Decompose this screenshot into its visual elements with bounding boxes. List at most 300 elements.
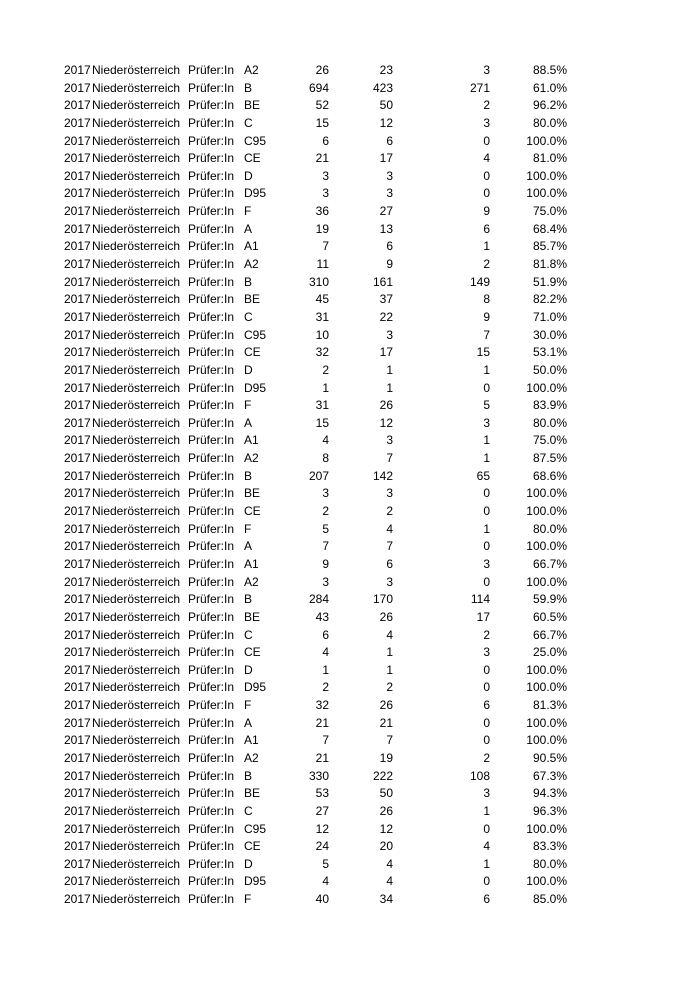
cell-failed: 8 (483, 292, 490, 307)
cell-year: 2017 (64, 786, 91, 801)
cell-failed: 0 (483, 715, 490, 730)
cell-examiner: Prüfer:In (188, 204, 235, 219)
cell-examiner: Prüfer:In (188, 786, 235, 801)
table-row (0, 750, 700, 768)
cell-region: Niederösterreich (92, 645, 181, 660)
cell-failed: 0 (483, 133, 490, 148)
cell-region: Niederösterreich (92, 327, 181, 342)
cell-failed: 1 (483, 451, 490, 466)
cell-year: 2017 (64, 874, 91, 889)
cell-total: 6 (322, 627, 329, 642)
cell-year: 2017 (64, 504, 91, 519)
cell-year: 2017 (64, 380, 91, 395)
cell-examiner: Prüfer:In (188, 186, 235, 201)
cell-year: 2017 (64, 715, 91, 730)
cell-total: 21 (315, 715, 329, 730)
cell-passed: 4 (386, 627, 393, 642)
cell-passed: 26 (379, 803, 393, 818)
cell-region: Niederösterreich (92, 168, 181, 183)
cell-failed: 0 (483, 186, 490, 201)
cell-failed: 2 (483, 98, 490, 113)
cell-failed: 1 (483, 803, 490, 818)
cell-year: 2017 (64, 680, 91, 695)
table-row (0, 450, 700, 468)
table-row (0, 432, 700, 450)
cell-license-class: CE (244, 151, 261, 166)
cell-examiner: Prüfer:In (188, 803, 235, 818)
cell-pass-rate: 80.0% (532, 521, 567, 536)
cell-year: 2017 (64, 750, 91, 765)
cell-passed: 2 (386, 504, 393, 519)
cell-examiner: Prüfer:In (188, 821, 235, 836)
cell-examiner: Prüfer:In (188, 115, 235, 130)
cell-year: 2017 (64, 309, 91, 324)
cell-examiner: Prüfer:In (188, 398, 235, 413)
cell-region: Niederösterreich (92, 398, 181, 413)
cell-region: Niederösterreich (92, 592, 181, 607)
cell-pass-rate: 59.9% (532, 592, 567, 607)
cell-pass-rate: 94.3% (532, 786, 567, 801)
cell-year: 2017 (64, 168, 91, 183)
table-row (0, 715, 700, 733)
cell-passed: 6 (386, 556, 393, 571)
cell-pass-rate: 100.0% (526, 821, 567, 836)
cell-region: Niederösterreich (92, 786, 181, 801)
table-row (0, 873, 700, 891)
cell-license-class: B (244, 468, 253, 483)
cell-region: Niederösterreich (92, 486, 181, 501)
table-row (0, 80, 700, 98)
cell-year: 2017 (64, 856, 91, 871)
cell-failed: 0 (483, 874, 490, 889)
cell-license-class: BE (244, 98, 261, 113)
cell-year: 2017 (64, 839, 91, 854)
table-row (0, 344, 700, 362)
cell-license-class: D (244, 362, 253, 377)
cell-pass-rate: 81.0% (532, 151, 567, 166)
cell-failed: 0 (483, 680, 490, 695)
table-row (0, 468, 700, 486)
cell-failed: 9 (483, 204, 490, 219)
cell-passed: 170 (372, 592, 393, 607)
cell-failed: 3 (483, 786, 490, 801)
cell-passed: 37 (379, 292, 393, 307)
cell-passed: 50 (379, 98, 393, 113)
cell-examiner: Prüfer:In (188, 345, 235, 360)
cell-pass-rate: 96.2% (532, 98, 567, 113)
table-row (0, 115, 700, 133)
cell-total: 5 (322, 521, 329, 536)
cell-region: Niederösterreich (92, 468, 181, 483)
cell-examiner: Prüfer:In (188, 892, 235, 907)
cell-passed: 26 (379, 698, 393, 713)
cell-examiner: Prüfer:In (188, 521, 235, 536)
cell-region: Niederösterreich (92, 698, 181, 713)
cell-total: 32 (315, 345, 329, 360)
cell-failed: 3 (483, 63, 490, 77)
cell-passed: 12 (379, 415, 393, 430)
table-row (0, 856, 700, 874)
cell-failed: 0 (483, 574, 490, 589)
cell-year: 2017 (64, 274, 91, 289)
cell-region: Niederösterreich (92, 151, 181, 166)
cell-license-class: CE (244, 504, 261, 519)
cell-total: 3 (322, 574, 329, 589)
cell-failed: 15 (476, 345, 490, 360)
cell-failed: 4 (483, 151, 490, 166)
cell-pass-rate: 82.2% (532, 292, 567, 307)
cell-region: Niederösterreich (92, 839, 181, 854)
cell-passed: 22 (379, 309, 393, 324)
cell-pass-rate: 68.6% (532, 468, 567, 483)
cell-region: Niederösterreich (92, 680, 181, 695)
cell-year: 2017 (64, 486, 91, 501)
cell-failed: 0 (483, 662, 490, 677)
cell-license-class: A2 (244, 750, 259, 765)
cell-region: Niederösterreich (92, 521, 181, 536)
cell-pass-rate: 100.0% (526, 168, 567, 183)
cell-passed: 23 (379, 63, 393, 77)
table-row (0, 221, 700, 239)
cell-total: 21 (315, 750, 329, 765)
table-row (0, 891, 700, 909)
cell-total: 26 (315, 63, 329, 77)
cell-examiner: Prüfer:In (188, 856, 235, 871)
cell-year: 2017 (64, 451, 91, 466)
cell-region: Niederösterreich (92, 415, 181, 430)
cell-license-class: C95 (244, 327, 267, 342)
cell-passed: 9 (386, 257, 393, 272)
table-row (0, 274, 700, 292)
cell-examiner: Prüfer:In (188, 504, 235, 519)
cell-passed: 3 (386, 186, 393, 201)
table-row (0, 327, 700, 345)
cell-region: Niederösterreich (92, 662, 181, 677)
cell-year: 2017 (64, 574, 91, 589)
cell-region: Niederösterreich (92, 204, 181, 219)
cell-license-class: D (244, 856, 253, 871)
cell-total: 43 (315, 609, 329, 624)
cell-examiner: Prüfer:In (188, 698, 235, 713)
cell-total: 19 (315, 221, 329, 236)
table-row (0, 362, 700, 380)
table-row (0, 256, 700, 274)
cell-examiner: Prüfer:In (188, 80, 235, 95)
spreadsheet-table (0, 62, 700, 909)
cell-total: 4 (322, 874, 329, 889)
cell-pass-rate: 50.0% (532, 362, 567, 377)
cell-year: 2017 (64, 892, 91, 907)
cell-examiner: Prüfer:In (188, 63, 235, 77)
cell-total: 1 (322, 380, 329, 395)
cell-passed: 161 (372, 274, 393, 289)
cell-passed: 19 (379, 750, 393, 765)
cell-total: 284 (308, 592, 329, 607)
cell-passed: 1 (386, 662, 393, 677)
cell-examiner: Prüfer:In (188, 645, 235, 660)
cell-license-class: F (244, 521, 252, 536)
cell-total: 6 (322, 133, 329, 148)
cell-failed: 2 (483, 257, 490, 272)
cell-license-class: CE (244, 645, 261, 660)
cell-total: 15 (315, 415, 329, 430)
cell-failed: 1 (483, 521, 490, 536)
cell-examiner: Prüfer:In (188, 327, 235, 342)
table-row (0, 768, 700, 786)
cell-failed: 6 (483, 698, 490, 713)
cell-passed: 50 (379, 786, 393, 801)
cell-year: 2017 (64, 609, 91, 624)
cell-region: Niederösterreich (92, 98, 181, 113)
cell-examiner: Prüfer:In (188, 592, 235, 607)
cell-region: Niederösterreich (92, 874, 181, 889)
cell-region: Niederösterreich (92, 504, 181, 519)
cell-failed: 65 (476, 468, 490, 483)
cell-pass-rate: 100.0% (526, 380, 567, 395)
cell-license-class: C (244, 309, 253, 324)
cell-year: 2017 (64, 556, 91, 571)
cell-pass-rate: 80.0% (532, 415, 567, 430)
cell-pass-rate: 100.0% (526, 486, 567, 501)
cell-license-class: CE (244, 839, 261, 854)
cell-pass-rate: 71.0% (532, 309, 567, 324)
cell-region: Niederösterreich (92, 309, 181, 324)
cell-failed: 0 (483, 168, 490, 183)
cell-total: 4 (322, 433, 329, 448)
table-row (0, 697, 700, 715)
cell-license-class: F (244, 892, 252, 907)
table-row (0, 821, 700, 839)
cell-total: 310 (308, 274, 329, 289)
cell-license-class: F (244, 698, 252, 713)
cell-examiner: Prüfer:In (188, 839, 235, 854)
cell-passed: 21 (379, 715, 393, 730)
cell-failed: 149 (469, 274, 490, 289)
cell-pass-rate: 100.0% (526, 680, 567, 695)
cell-pass-rate: 30.0% (532, 327, 567, 342)
cell-year: 2017 (64, 398, 91, 413)
cell-examiner: Prüfer:In (188, 133, 235, 148)
cell-year: 2017 (64, 239, 91, 254)
table-row (0, 97, 700, 115)
cell-examiner: Prüfer:In (188, 662, 235, 677)
cell-pass-rate: 25.0% (532, 645, 567, 660)
cell-failed: 1 (483, 856, 490, 871)
table-row (0, 538, 700, 556)
cell-examiner: Prüfer:In (188, 715, 235, 730)
cell-license-class: B (244, 274, 253, 289)
cell-year: 2017 (64, 204, 91, 219)
cell-total: 330 (308, 768, 329, 783)
cell-examiner: Prüfer:In (188, 556, 235, 571)
table-row (0, 732, 700, 750)
cell-total: 3 (322, 186, 329, 201)
cell-year: 2017 (64, 115, 91, 130)
cell-region: Niederösterreich (92, 768, 181, 783)
cell-examiner: Prüfer:In (188, 257, 235, 272)
cell-region: Niederösterreich (92, 345, 181, 360)
cell-license-class: F (244, 398, 252, 413)
cell-license-class: A1 (244, 733, 259, 748)
cell-passed: 26 (379, 398, 393, 413)
table-row (0, 785, 700, 803)
cell-total: 53 (315, 786, 329, 801)
cell-year: 2017 (64, 63, 91, 77)
cell-passed: 6 (386, 133, 393, 148)
cell-total: 2 (322, 362, 329, 377)
cell-year: 2017 (64, 521, 91, 536)
cell-license-class: BE (244, 609, 261, 624)
cell-examiner: Prüfer:In (188, 362, 235, 377)
cell-license-class: C (244, 803, 253, 818)
cell-pass-rate: 100.0% (526, 662, 567, 677)
cell-total: 8 (322, 451, 329, 466)
cell-year: 2017 (64, 292, 91, 307)
cell-failed: 6 (483, 892, 490, 907)
cell-total: 36 (315, 204, 329, 219)
cell-pass-rate: 80.0% (532, 856, 567, 871)
cell-pass-rate: 100.0% (526, 733, 567, 748)
cell-license-class: BE (244, 292, 261, 307)
cell-pass-rate: 85.7% (532, 239, 567, 254)
cell-pass-rate: 83.3% (532, 839, 567, 854)
cell-year: 2017 (64, 151, 91, 166)
table-row (0, 238, 700, 256)
table-row (0, 309, 700, 327)
cell-pass-rate: 85.0% (532, 892, 567, 907)
cell-total: 15 (315, 115, 329, 130)
cell-failed: 0 (483, 821, 490, 836)
cell-examiner: Prüfer:In (188, 168, 235, 183)
cell-passed: 27 (379, 204, 393, 219)
cell-license-class: F (244, 204, 252, 219)
table-row (0, 574, 700, 592)
cell-license-class: C (244, 627, 253, 642)
cell-pass-rate: 100.0% (526, 715, 567, 730)
cell-license-class: D (244, 662, 253, 677)
cell-failed: 7 (483, 327, 490, 342)
cell-region: Niederösterreich (92, 451, 181, 466)
cell-failed: 6 (483, 221, 490, 236)
cell-pass-rate: 80.0% (532, 115, 567, 130)
table-row (0, 185, 700, 203)
cell-license-class: A2 (244, 63, 259, 77)
table-row (0, 291, 700, 309)
cell-failed: 3 (483, 115, 490, 130)
table-row (0, 609, 700, 627)
table-row (0, 415, 700, 433)
cell-pass-rate: 66.7% (532, 627, 567, 642)
cell-region: Niederösterreich (92, 433, 181, 448)
cell-year: 2017 (64, 592, 91, 607)
cell-pass-rate: 53.1% (532, 345, 567, 360)
cell-year: 2017 (64, 257, 91, 272)
cell-total: 207 (308, 468, 329, 483)
cell-pass-rate: 100.0% (526, 133, 567, 148)
cell-region: Niederösterreich (92, 274, 181, 289)
cell-total: 21 (315, 151, 329, 166)
cell-license-class: BE (244, 786, 261, 801)
cell-region: Niederösterreich (92, 627, 181, 642)
cell-region: Niederösterreich (92, 133, 181, 148)
cell-license-class: CE (244, 345, 261, 360)
cell-total: 694 (308, 80, 329, 95)
cell-examiner: Prüfer:In (188, 221, 235, 236)
cell-region: Niederösterreich (92, 609, 181, 624)
cell-passed: 2 (386, 680, 393, 695)
table-row (0, 150, 700, 168)
cell-examiner: Prüfer:In (188, 539, 235, 554)
cell-year: 2017 (64, 645, 91, 660)
cell-year: 2017 (64, 539, 91, 554)
cell-examiner: Prüfer:In (188, 380, 235, 395)
cell-examiner: Prüfer:In (188, 468, 235, 483)
cell-failed: 1 (483, 433, 490, 448)
cell-failed: 3 (483, 415, 490, 430)
cell-examiner: Prüfer:In (188, 292, 235, 307)
cell-region: Niederösterreich (92, 292, 181, 307)
cell-pass-rate: 75.0% (532, 204, 567, 219)
cell-passed: 142 (372, 468, 393, 483)
cell-total: 7 (322, 733, 329, 748)
cell-total: 7 (322, 239, 329, 254)
cell-total: 31 (315, 398, 329, 413)
cell-pass-rate: 67.3% (532, 768, 567, 783)
cell-year: 2017 (64, 627, 91, 642)
cell-passed: 26 (379, 609, 393, 624)
cell-failed: 2 (483, 627, 490, 642)
table-row (0, 62, 700, 80)
cell-passed: 20 (379, 839, 393, 854)
table-row (0, 644, 700, 662)
cell-passed: 3 (386, 327, 393, 342)
cell-examiner: Prüfer:In (188, 768, 235, 783)
cell-region: Niederösterreich (92, 574, 181, 589)
cell-year: 2017 (64, 733, 91, 748)
cell-license-class: BE (244, 486, 261, 501)
cell-failed: 0 (483, 486, 490, 501)
cell-pass-rate: 61.0% (532, 80, 567, 95)
cell-total: 2 (322, 680, 329, 695)
table-row (0, 591, 700, 609)
table-row (0, 203, 700, 221)
table-row (0, 168, 700, 186)
cell-total: 7 (322, 539, 329, 554)
cell-failed: 1 (483, 239, 490, 254)
cell-total: 11 (316, 257, 329, 272)
cell-failed: 0 (483, 539, 490, 554)
cell-total: 45 (315, 292, 329, 307)
cell-pass-rate: 81.3% (532, 698, 567, 713)
cell-region: Niederösterreich (92, 257, 181, 272)
cell-total: 3 (322, 168, 329, 183)
cell-year: 2017 (64, 186, 91, 201)
cell-region: Niederösterreich (92, 733, 181, 748)
cell-total: 40 (315, 892, 329, 907)
cell-examiner: Prüfer:In (188, 239, 235, 254)
table-row (0, 679, 700, 697)
cell-failed: 4 (483, 839, 490, 854)
cell-failed: 0 (483, 380, 490, 395)
cell-total: 27 (315, 803, 329, 818)
cell-region: Niederösterreich (92, 892, 181, 907)
cell-region: Niederösterreich (92, 821, 181, 836)
cell-total: 52 (315, 98, 329, 113)
cell-year: 2017 (64, 415, 91, 430)
cell-year: 2017 (64, 98, 91, 113)
cell-pass-rate: 100.0% (526, 874, 567, 889)
cell-year: 2017 (64, 662, 91, 677)
